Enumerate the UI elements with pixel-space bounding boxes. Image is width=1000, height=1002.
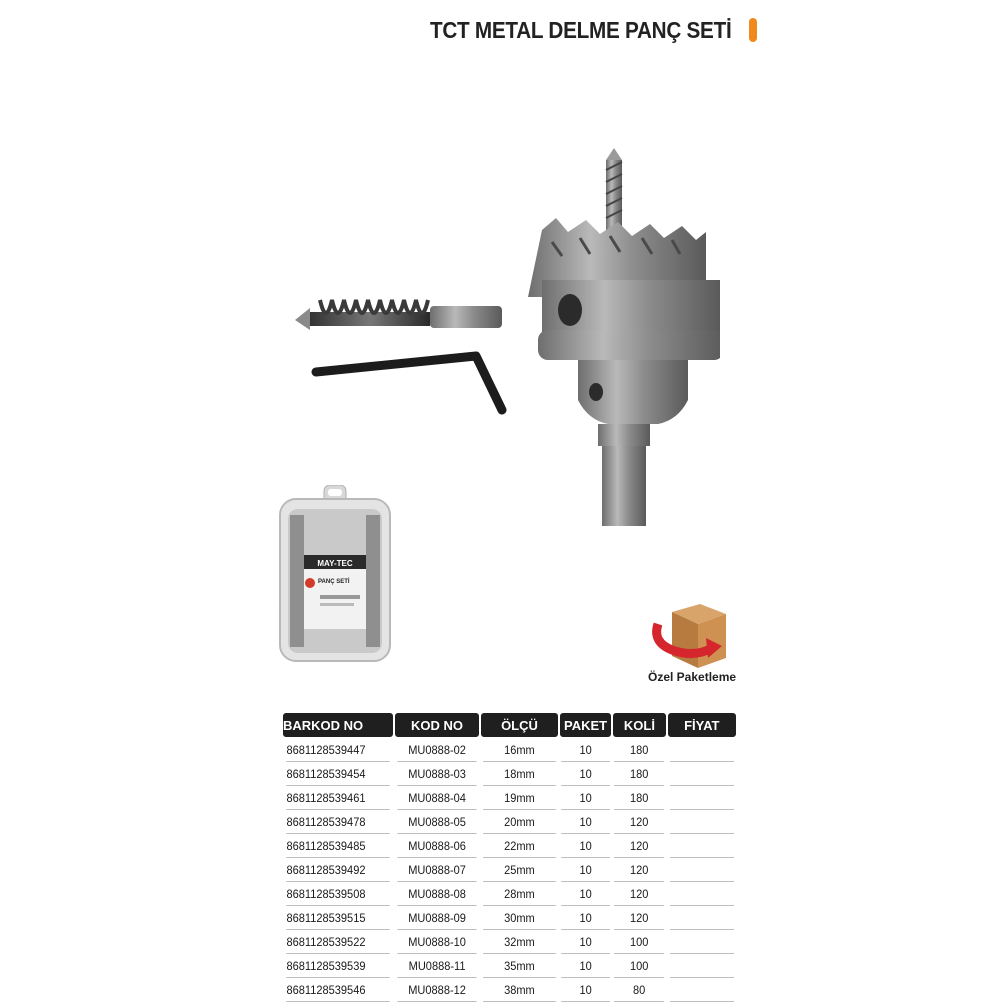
cell-price [669,954,734,978]
cell-price [669,906,734,930]
cell-code: MU0888-10 [397,930,476,954]
cell-package: 10 [561,762,610,786]
header-size: ÖLÇÜ [480,712,559,738]
cell-size: 16mm [483,738,556,762]
cell-price [669,930,734,954]
table-row [282,906,737,930]
cell-barcode: 8681128539508 [286,882,389,906]
table-row [282,834,737,858]
cell-code: MU0888-08 [397,882,476,906]
pilot-drill [606,148,622,230]
cell-price [669,762,734,786]
cell-package: 10 [561,906,610,930]
table-header-row [282,712,737,738]
cell-case: 120 [614,858,664,882]
cell-package: 10 [561,810,610,834]
cell-size: 19mm [483,786,556,810]
cell-package: 10 [561,858,610,882]
cell-barcode: 8681128539492 [286,858,389,882]
cell-code: MU0888-05 [397,810,476,834]
cell-package: 10 [561,738,610,762]
cell-code: MU0888-02 [397,738,476,762]
cell-case: 180 [614,738,664,762]
table-row [282,858,737,882]
cell-barcode: 8681128539454 [286,762,389,786]
table-row [282,882,737,906]
cell-size: 25mm [483,858,556,882]
price-table [282,712,737,1002]
special-packaging-label: Özel Paketleme [648,670,737,684]
cell-case: 120 [614,906,664,930]
table-row [282,954,737,978]
cutter-crown [528,218,720,360]
box-brand-text: MAY-TEC [317,559,353,568]
cell-barcode: 8681128539546 [286,978,389,1002]
cell-size: 22mm [483,834,556,858]
cell-code: MU0888-07 [397,858,476,882]
cell-code: MU0888-12 [397,978,476,1002]
cell-barcode: 8681128539447 [286,738,389,762]
cell-barcode: 8681128539485 [286,834,389,858]
cell-package: 10 [561,882,610,906]
box-product-text: PANÇ SETİ [318,579,350,585]
table-row [282,762,737,786]
cell-size: 32mm [483,930,556,954]
cell-price [669,834,734,858]
hex-key [316,356,502,410]
cell-package: 10 [561,978,610,1002]
cell-case: 100 [614,954,664,978]
cell-price [669,786,734,810]
cell-case: 100 [614,930,664,954]
cell-package: 10 [561,834,610,858]
cell-barcode: 8681128539522 [286,930,389,954]
title-accent-bar [749,18,757,42]
cell-size: 18mm [483,762,556,786]
product-image [280,130,720,540]
cell-price [669,978,734,1002]
cell-package: 10 [561,786,610,810]
cell-code: MU0888-03 [397,762,476,786]
header-code: KOD NO [394,712,480,738]
cell-package: 10 [561,954,610,978]
page-title [430,12,757,48]
table-row [282,930,737,954]
cell-barcode: 8681128539461 [286,786,389,810]
spring-ejector [295,300,502,330]
cell-barcode: 8681128539539 [286,954,389,978]
box-with-red-arrow-icon [650,602,730,670]
cell-case: 180 [614,786,664,810]
cell-size: 28mm [483,882,556,906]
cell-price [669,882,734,906]
package-box-image [276,485,394,663]
cell-case: 120 [614,810,664,834]
header-barcode: BARKOD NO [282,712,394,738]
header-case: KOLİ [612,712,666,738]
cell-case: 180 [614,762,664,786]
cell-price [669,738,734,762]
cell-code: MU0888-06 [397,834,476,858]
cell-package: 10 [561,930,610,954]
table-row [282,738,737,762]
cell-price [669,858,734,882]
header-price: FİYAT [667,712,737,738]
cell-size: 20mm [483,810,556,834]
cell-case: 120 [614,834,664,858]
cell-barcode: 8681128539515 [286,906,389,930]
page-title-text: TCT METAL DELME PANÇ SETİ [430,16,732,43]
cell-size: 35mm [483,954,556,978]
cell-code: MU0888-09 [397,906,476,930]
table-row [282,810,737,834]
cell-code: MU0888-04 [397,786,476,810]
table-row [282,978,737,1002]
table-row [282,786,737,810]
table-body [282,738,737,1002]
cell-case: 120 [614,882,664,906]
cell-price [669,810,734,834]
cell-case: 80 [614,978,664,1002]
cell-barcode: 8681128539478 [286,810,389,834]
cell-size: 38mm [483,978,556,1002]
header-package: PAKET [559,712,612,738]
cell-code: MU0888-11 [397,954,476,978]
arbor-shank [578,360,688,526]
cell-size: 30mm [483,906,556,930]
